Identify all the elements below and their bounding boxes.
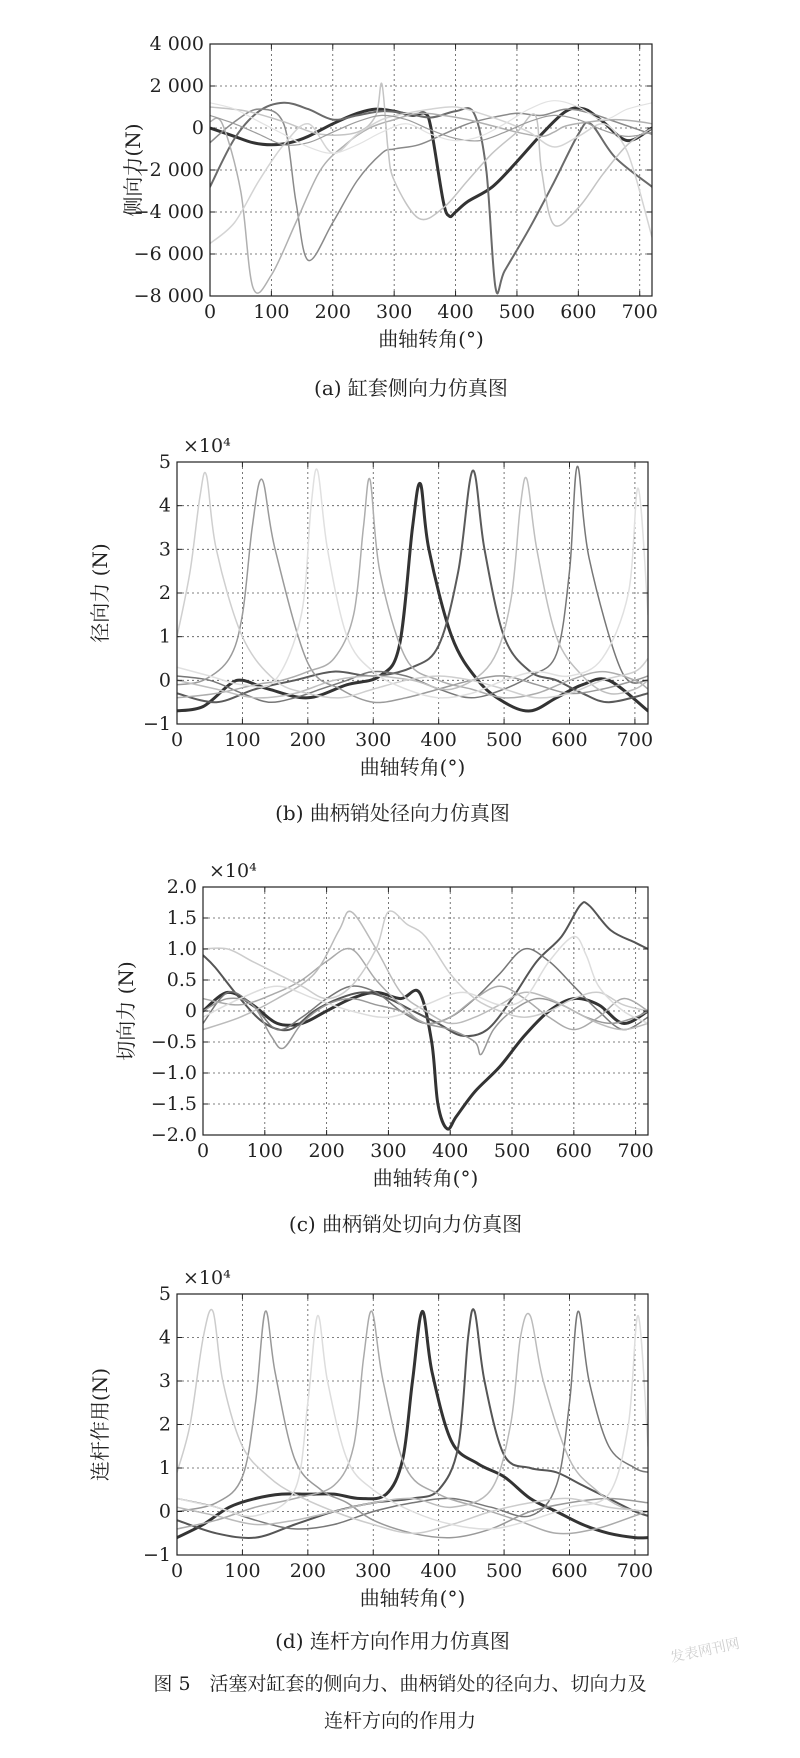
y-axis-label: 侧向力(N) <box>121 123 145 217</box>
x-tick-label: 200 <box>289 729 326 751</box>
series-group <box>177 466 648 711</box>
x-tick-label: 100 <box>253 301 290 323</box>
y-multiplier: ×10⁴ <box>183 435 231 457</box>
y-multiplier: ×10⁴ <box>183 1267 231 1289</box>
y-multiplier: ×10⁴ <box>209 860 257 882</box>
series-cyl6 <box>177 477 648 697</box>
x-axis-label: 曲轴转角(°) <box>359 1586 466 1610</box>
x-tick-label: 600 <box>560 301 597 323</box>
series-cyl4 <box>177 479 648 702</box>
x-tick-label: 700 <box>616 1560 654 1582</box>
y-axis-label: 径向力 (N) <box>88 543 112 643</box>
series-group <box>177 1309 648 1538</box>
y-tick-label: 4 000 <box>149 33 204 55</box>
chart-b <box>88 435 653 825</box>
x-axis-label: 曲轴转角(°) <box>378 327 484 351</box>
y-tick-label: −1.5 <box>150 1093 197 1115</box>
x-tick-label: 100 <box>246 1140 283 1162</box>
subfigure-caption: (c) 曲柄销处切向力仿真图 <box>288 1212 523 1236</box>
series-group <box>210 83 652 293</box>
y-tick-label: 5 <box>158 1283 171 1305</box>
x-tick-label: 500 <box>485 729 523 751</box>
series-cyl8 <box>177 1316 648 1529</box>
y-tick-label: 0.5 <box>166 969 197 991</box>
x-tick-label: 700 <box>617 1140 654 1162</box>
y-tick-label: 1 <box>158 625 171 648</box>
subfigure-caption: (d) 连杆方向作用力仿真图 <box>275 1629 510 1653</box>
x-tick-label: 200 <box>314 301 351 323</box>
y-tick-label: 2.0 <box>166 876 197 898</box>
chart-a <box>121 33 658 400</box>
y-tick-label: 0 <box>158 1500 171 1523</box>
x-tick-label: 400 <box>432 1140 469 1162</box>
y-tick-label: −2 000 <box>133 159 204 181</box>
series-cyl6 <box>177 1314 648 1525</box>
figure-caption-line1: 图 5 活塞对缸套的侧向力、曲柄销处的径向力、切向力及 <box>153 1673 647 1695</box>
x-tick-label: 300 <box>355 1560 392 1582</box>
y-tick-label: 1.5 <box>166 907 197 929</box>
x-tick-label: 600 <box>551 729 588 751</box>
y-tick-label: −2.0 <box>150 1124 197 1146</box>
x-tick-label: 500 <box>485 1560 523 1582</box>
x-tick-label: 0 <box>196 1140 210 1162</box>
y-tick-label: −1.0 <box>150 1062 197 1084</box>
y-tick-label: 1.0 <box>166 938 197 960</box>
x-tick-label: 300 <box>376 301 413 323</box>
x-tick-label: 400 <box>420 729 457 751</box>
x-tick-label: 500 <box>493 1140 531 1162</box>
y-tick-label: −4 000 <box>133 201 204 223</box>
series-cyl7 <box>203 911 648 1017</box>
x-tick-label: 400 <box>420 1560 457 1582</box>
y-tick-label: −1 <box>142 1544 171 1566</box>
y-tick-label: −0.5 <box>150 1031 197 1053</box>
x-tick-label: 500 <box>498 301 536 323</box>
x-tick-label: 700 <box>616 729 654 751</box>
subfigure-caption: (b) 曲柄销处径向力仿真图 <box>275 801 510 825</box>
series-cyl3 <box>177 1311 648 1529</box>
y-tick-label: 2 <box>158 1413 171 1436</box>
x-axis-label: 曲轴转角(°) <box>359 755 466 779</box>
subfigure-caption: (a) 缸套侧向力仿真图 <box>314 376 508 400</box>
x-axis-label: 曲轴转角(°) <box>372 1166 479 1190</box>
watermark: 发表网刊网 <box>669 1635 742 1667</box>
y-tick-label: 5 <box>158 451 171 473</box>
x-tick-label: 200 <box>289 1560 326 1582</box>
x-tick-label: 600 <box>555 1140 592 1162</box>
y-tick-label: −8 000 <box>133 285 204 307</box>
chart-d <box>88 1267 653 1653</box>
x-tick-label: 0 <box>203 301 217 323</box>
x-tick-label: 100 <box>224 1560 261 1582</box>
x-tick-label: 400 <box>437 301 474 323</box>
figure-caption-line2: 连杆方向的作用力 <box>323 1710 477 1732</box>
series-cyl8 <box>177 469 648 698</box>
series-group <box>203 902 648 1129</box>
x-tick-label: 200 <box>308 1140 345 1162</box>
y-tick-label: −6 000 <box>133 243 204 265</box>
x-tick-label: 100 <box>224 729 261 751</box>
y-tick-label: 4 <box>158 494 171 517</box>
y-tick-label: 2 <box>158 582 171 604</box>
y-tick-label: 1 <box>158 1457 171 1479</box>
x-tick-label: 0 <box>170 729 184 751</box>
y-tick-label: 0 <box>184 1000 197 1022</box>
y-tick-label: 2 000 <box>149 75 204 97</box>
series-cyl1 <box>210 108 652 217</box>
series-cyl5 <box>177 478 648 697</box>
x-tick-label: 300 <box>370 1140 407 1162</box>
y-axis-label: 切向力 (N) <box>114 961 138 1061</box>
y-tick-label: 4 <box>158 1326 171 1349</box>
x-tick-label: 700 <box>621 301 658 323</box>
y-tick-label: 3 <box>158 538 171 561</box>
series-cyl7 <box>177 472 648 697</box>
x-tick-label: 600 <box>551 1560 588 1582</box>
x-tick-label: 0 <box>170 1560 184 1582</box>
y-axis-label: 连杆作用(N) <box>88 1367 112 1482</box>
y-tick-label: −1 <box>142 713 171 735</box>
y-tick-label: 0 <box>158 669 171 692</box>
chart-c <box>114 860 654 1236</box>
y-tick-label: 3 <box>158 1370 171 1392</box>
x-tick-label: 300 <box>355 729 392 751</box>
y-tick-label: 0 <box>191 117 204 139</box>
series-cyl2 <box>177 1309 648 1538</box>
